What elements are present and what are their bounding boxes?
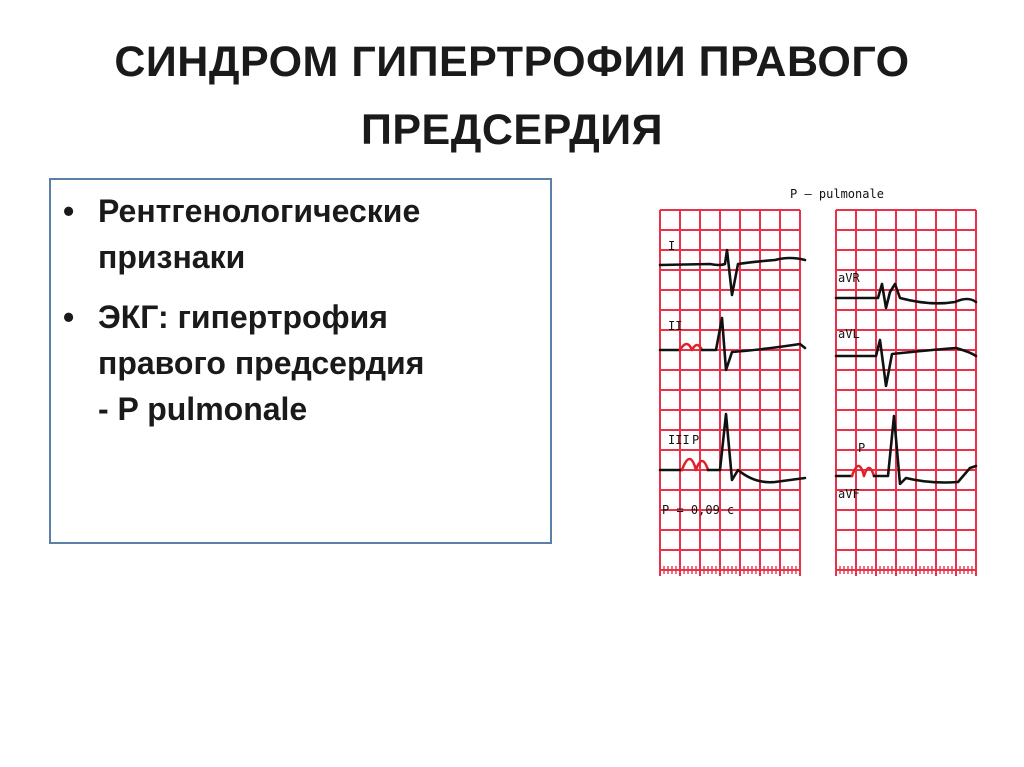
p-marker-left: P bbox=[692, 433, 700, 447]
bullet-item bbox=[51, 294, 550, 432]
ecg-figure bbox=[640, 180, 1002, 600]
bullet-dot-icon: • bbox=[63, 193, 75, 229]
content-box bbox=[49, 178, 552, 544]
bullet-dot-icon: • bbox=[63, 299, 75, 335]
title-line-2: ПРЕДСЕРДИЯ bbox=[360, 106, 664, 154]
bullet-line: признаки bbox=[98, 239, 246, 275]
title-line-1: СИНДРОМ ГИПЕРТРОФИИ ПРАВОГО bbox=[114, 38, 910, 86]
lead-label-aVL: aVL bbox=[838, 327, 860, 341]
lead-label-II: II bbox=[668, 319, 683, 333]
bullet-line: правого предсердия bbox=[98, 345, 425, 381]
slide-title bbox=[0, 28, 1024, 164]
p-marker-right: P bbox=[858, 441, 866, 455]
bullet-line: - P pulmonale bbox=[98, 391, 308, 427]
lead-label-aVF: aVF bbox=[838, 487, 860, 501]
p-duration-note: P = 0,09 c bbox=[662, 503, 735, 517]
lead-label-aVR: aVR bbox=[838, 271, 860, 285]
bullet-line: Рентгенологические bbox=[98, 193, 421, 229]
ecg-heading: P – pulmonale bbox=[790, 187, 884, 201]
lead-label-I: I bbox=[668, 239, 676, 253]
bullet-item bbox=[51, 188, 550, 280]
bullet-line: ЭКГ: гипертрофия bbox=[98, 299, 388, 335]
lead-label-III: III bbox=[668, 433, 690, 447]
bullet-list bbox=[51, 180, 550, 432]
